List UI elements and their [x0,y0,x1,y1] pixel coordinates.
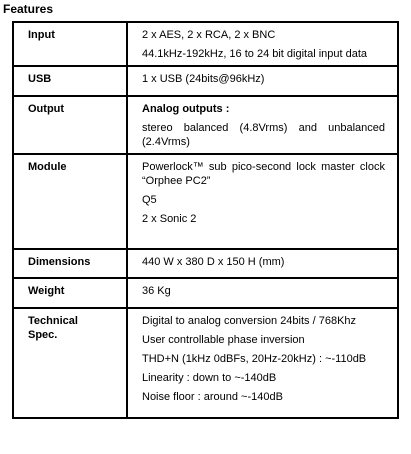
row-value-cell [127,278,398,308]
row-label-cell [13,154,127,249]
row-value-cell [127,154,398,249]
row-label-module: Module [28,161,67,173]
row-value-cell [127,96,398,154]
tech-thdn: THD+N (1kHz 0dBFs, 20Hz-20kHz) : ~-110dB [142,353,367,365]
tech-noise-floor: Noise floor : around ~-140dB [142,391,283,403]
row-label-dimensions: Dimensions [28,256,91,268]
row-label-weight: Weight [28,285,65,297]
output-spec: stereo balanced (4.8Vrms) and unbalanced (2.4Vrms) [142,122,385,148]
row-label-usb: USB [28,73,52,85]
output-subheading: Analog outputs : [142,103,230,115]
weight-value: 36 Kg [142,285,171,297]
row-label-cell [13,22,127,66]
table-row-input [13,22,398,66]
module-sonic: 2 x Sonic 2 [142,213,197,225]
table-row-output [13,96,398,154]
module-clock: Powerlock™ sub pico-second lock master clock “Orphee PC2” [142,161,385,187]
table-row-technical-spec [13,308,398,418]
tech-phase: User controllable phase inversion [142,334,305,346]
row-value-cell [127,308,398,418]
row-label-cell [13,96,127,154]
row-value-cell [127,66,398,96]
row-label-cell [13,66,127,96]
section-heading: Features [3,2,54,16]
row-label-cell [13,308,127,418]
input-formats: 44.1kHz-192kHz, 16 to 24 bit digital input data [142,48,368,60]
row-label-technical-spec: Technical Spec. [28,315,78,341]
table-row-usb [13,66,398,96]
row-label-cell [13,278,127,308]
table-row-module [13,154,398,249]
input-connectors: 2 x AES, 2 x RCA, 2 x BNC [142,29,276,41]
tech-linearity: Linearity : down to ~-140dB [142,372,277,384]
row-label-output: Output [28,103,65,115]
dimensions-value: 440 W x 380 D x 150 H (mm) [142,256,285,268]
features-table [12,21,399,419]
module-q5: Q5 [142,194,157,206]
row-label-input: Input [28,29,55,41]
row-value-cell [127,249,398,278]
table-row-dimensions [13,249,398,278]
usb-spec: 1 x USB (24bits@96kHz) [142,73,265,85]
row-value-cell [127,22,398,66]
tech-conversion: Digital to analog conversion 24bits / 768Khz [142,315,357,327]
row-label-cell [13,249,127,278]
table-row-weight [13,278,398,308]
